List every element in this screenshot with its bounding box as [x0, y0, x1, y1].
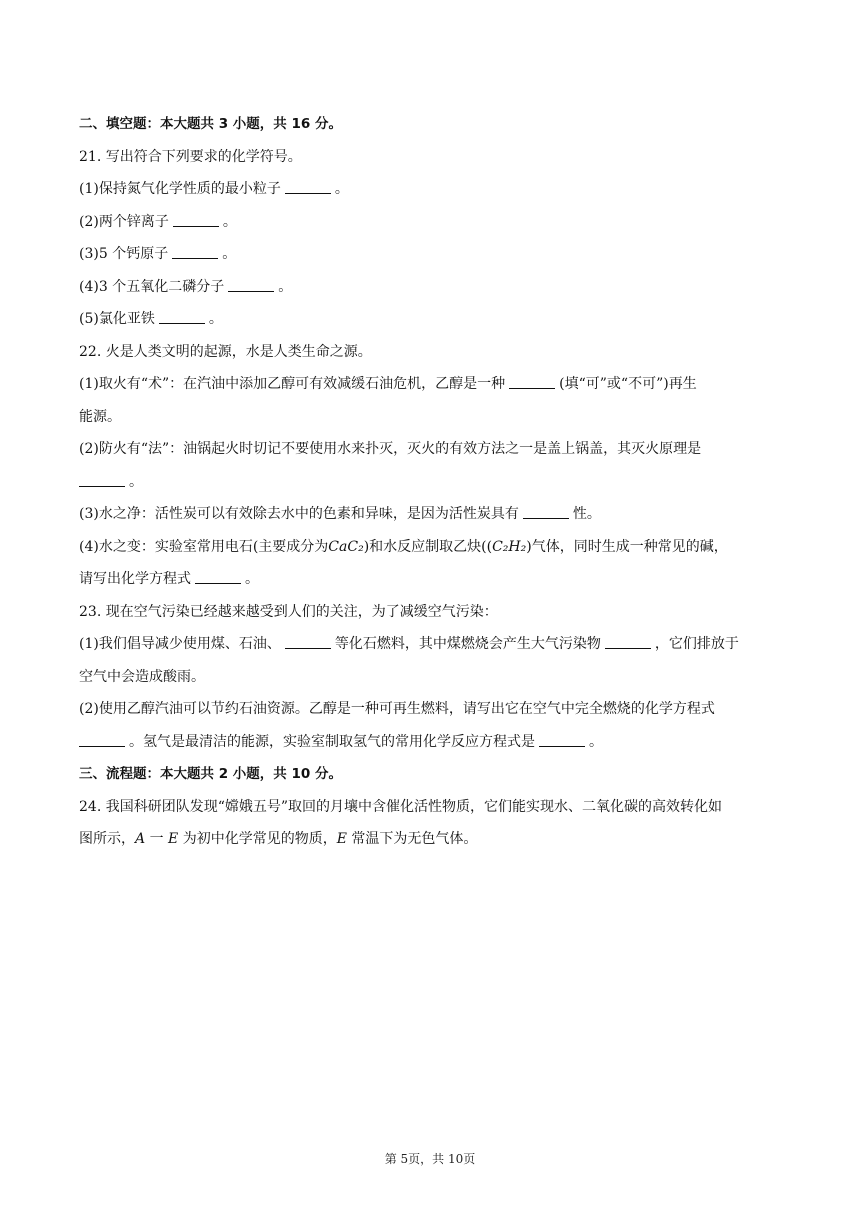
- text: (2)两个锌离子: [79, 213, 169, 230]
- text: 请写出化学方程式: [79, 571, 191, 587]
- answer-blank: [173, 212, 219, 227]
- question-24-line-2: [79, 823, 791, 856]
- text: 为初中化学常见的物质，: [182, 831, 337, 847]
- variable-e: E: [336, 831, 347, 847]
- answer-blank: [509, 374, 555, 389]
- text: (1)我们倡导减少使用煤、石油、: [79, 636, 281, 652]
- question-21-stem: 21. 写出符合下列要求的化学符号。: [79, 148, 302, 165]
- question-22-part-1-cont: 能源。: [79, 408, 121, 425]
- question-22-part-2: (2)防火有“法”：油锅起火时切记不要使用水来扑灭，灭火的有效方法之一是盖上锅盖，其灭火原理是: [79, 441, 702, 457]
- text: 图所示，: [79, 831, 135, 847]
- text: )气体，同时生成一种常见的碱，: [526, 538, 728, 555]
- page-footer: 第 5页，共 10页: [384, 1152, 476, 1166]
- question-21-part-3: [79, 238, 791, 271]
- question-22-part-3: [79, 498, 791, 531]
- answer-blank: [159, 309, 205, 324]
- text: )和水反应制取乙炔((: [363, 538, 493, 555]
- page-content: [79, 108, 791, 856]
- question-23-part-2-cont: [79, 726, 791, 759]
- question-21-part-5: [79, 303, 791, 336]
- question-22-part-4: [79, 531, 791, 564]
- period: 。: [334, 181, 349, 197]
- text: (填“可”或“不可”)再生: [559, 376, 697, 392]
- question-22-part-1: [79, 368, 791, 401]
- text: 常温下为无色气体。: [351, 831, 478, 847]
- text: (4)水之变：实验室常用电石(主要成分为: [79, 538, 329, 555]
- answer-blank: [285, 179, 331, 194]
- question-22-part-2-cont: [79, 466, 791, 499]
- answer-blank: [195, 569, 241, 584]
- period: 。: [208, 311, 223, 327]
- variable-e: E: [168, 831, 179, 847]
- text: ，它们排放于: [654, 636, 739, 652]
- section-heading-flow: 三、流程题：本大题共 2 小题，共 10 分。: [79, 766, 342, 782]
- period: 。: [589, 733, 603, 750]
- question-23-part-1: [79, 628, 791, 661]
- answer-blank: [539, 732, 585, 747]
- answer-blank: [228, 277, 274, 292]
- period: 。: [129, 473, 143, 490]
- question-24-line-1: 24. 我国科研团队发现“嫦娥五号”取回的月壤中含催化活性物质，它们能实现水、二氧化碳的高效转化如: [79, 798, 723, 815]
- question-23-part-2: (2)使用乙醇汽油可以节约石油资源。乙醇是一种可再生燃料，请写出它在空气中完全燃烧的化学方程式: [79, 701, 715, 717]
- answer-blank: [285, 634, 331, 649]
- question-23-stem: 23. 现在空气污染已经越来越受到人们的关注，为了减缓空气污染：: [79, 603, 498, 620]
- period: 。: [222, 213, 237, 230]
- text: 一: [149, 831, 164, 847]
- text: 。氢气是最清洁的能源，实验室制取氢气的常用化学反应方程式是: [129, 733, 535, 750]
- variable-a: A: [135, 831, 146, 847]
- answer-blank: [172, 244, 218, 259]
- text: (4)3 个五氧化二磷分子: [79, 278, 225, 295]
- question-23-part-1-cont: 空气中会造成酸雨。: [79, 668, 205, 685]
- question-22-part-4-cont: [79, 563, 791, 596]
- question-21-part-4: [79, 271, 791, 304]
- period: 。: [245, 571, 259, 587]
- question-22-stem: 22. 火是人类文明的起源，水是人类生命之源。: [79, 343, 372, 360]
- text: (3)水之净：活性炭可以有效除去水中的色素和异味，是因为活性炭具有: [79, 506, 519, 522]
- question-21-part-2: [79, 206, 791, 239]
- text: (5)氯化亚铁: [79, 311, 155, 327]
- text: (3)5 个钙原子: [79, 246, 169, 262]
- answer-blank: [523, 504, 569, 519]
- period: 。: [222, 246, 237, 262]
- answer-blank: [605, 634, 651, 649]
- formula-calcium-carbide: CaC₂: [328, 538, 364, 555]
- text: (1)取火有“术”：在汽油中添加乙醇可有效减缓石油危机，乙醇是一种: [79, 376, 506, 392]
- section-heading-fill-in: 二、填空题：本大题共 3 小题，共 16 分。: [79, 116, 342, 132]
- text: 性。: [572, 506, 601, 522]
- question-21-part-1: [79, 173, 791, 206]
- text: (1)保持氮气化学性质的最小粒子: [79, 181, 281, 197]
- period: 。: [278, 278, 293, 295]
- answer-blank: [79, 732, 125, 747]
- formula-acetylene: C₂H₂: [492, 538, 527, 555]
- text: 等化石燃料，其中煤燃烧会产生大气污染物: [334, 636, 601, 652]
- answer-blank: [79, 472, 125, 487]
